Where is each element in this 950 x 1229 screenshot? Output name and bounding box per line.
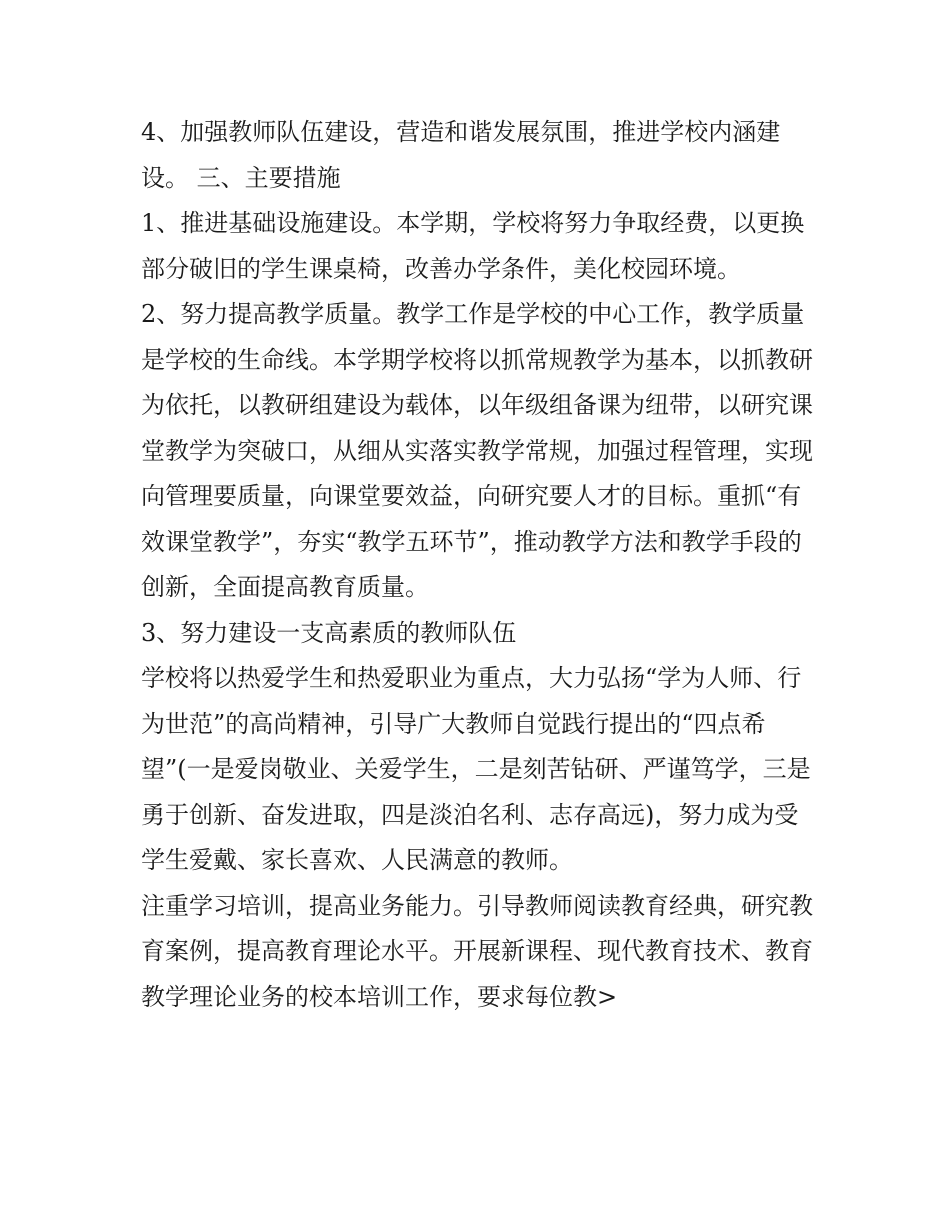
paragraph-measure-3-heading: 3、努力建设一支高素质的教师队伍 [141,618,517,647]
paragraph-goal-4: 4、加强教师队伍建设，营造和谐发展氛围，推进学校内涵建设。 三、主要措施 [141,118,781,192]
paragraph-training: 注重学习培训，提高业务能力。引导教师阅读教育经典，研究教育案例，提高教育理论水平。开展新课程、现代教育技术、教育教学理论业务的校本培训工作，要求每位教> [141,891,813,1011]
paragraph-measure-1: 1、推进基础设施建设。本学期，学校将努力争取经费，以更换部分破旧的学生课桌椅，改善办学条件，美化校园环境。 [141,209,805,283]
paragraph-teacher-ethics: 学校将以热爱学生和热爱职业为重点，大力弘扬“学为人师、行为世范”的高尚精神，引导广大教师自觉践行提出的“四点希望”(一是爱岗敬业、关爱学生，二是刻苦钻研、严谨笃学，三是勇于创新、奋发进取，四是淡泊名利、志存高远)，努力成为受学生爱戴、家长喜欢、人民满意的教师。 [141,664,811,874]
paragraph-measure-2: 2、努力提高教学质量。教学工作是学校的中心工作，教学质量是学校的生命线。本学期学校将以抓常规教学为基本，以抓教研为依托，以教研组建设为载体，以年级组备课为纽带，以研究课堂教学为突破口，从细从实落实教学常规，加强过程管理，实现向管理要质量，向课堂要效益，向研究要人才的目标。重抓“有效课堂教学”，夯实“教学五环节”，推动教学方法和教学手段的创新，全面提高教育质量。 [141,300,813,601]
document-body [141,110,821,1020]
